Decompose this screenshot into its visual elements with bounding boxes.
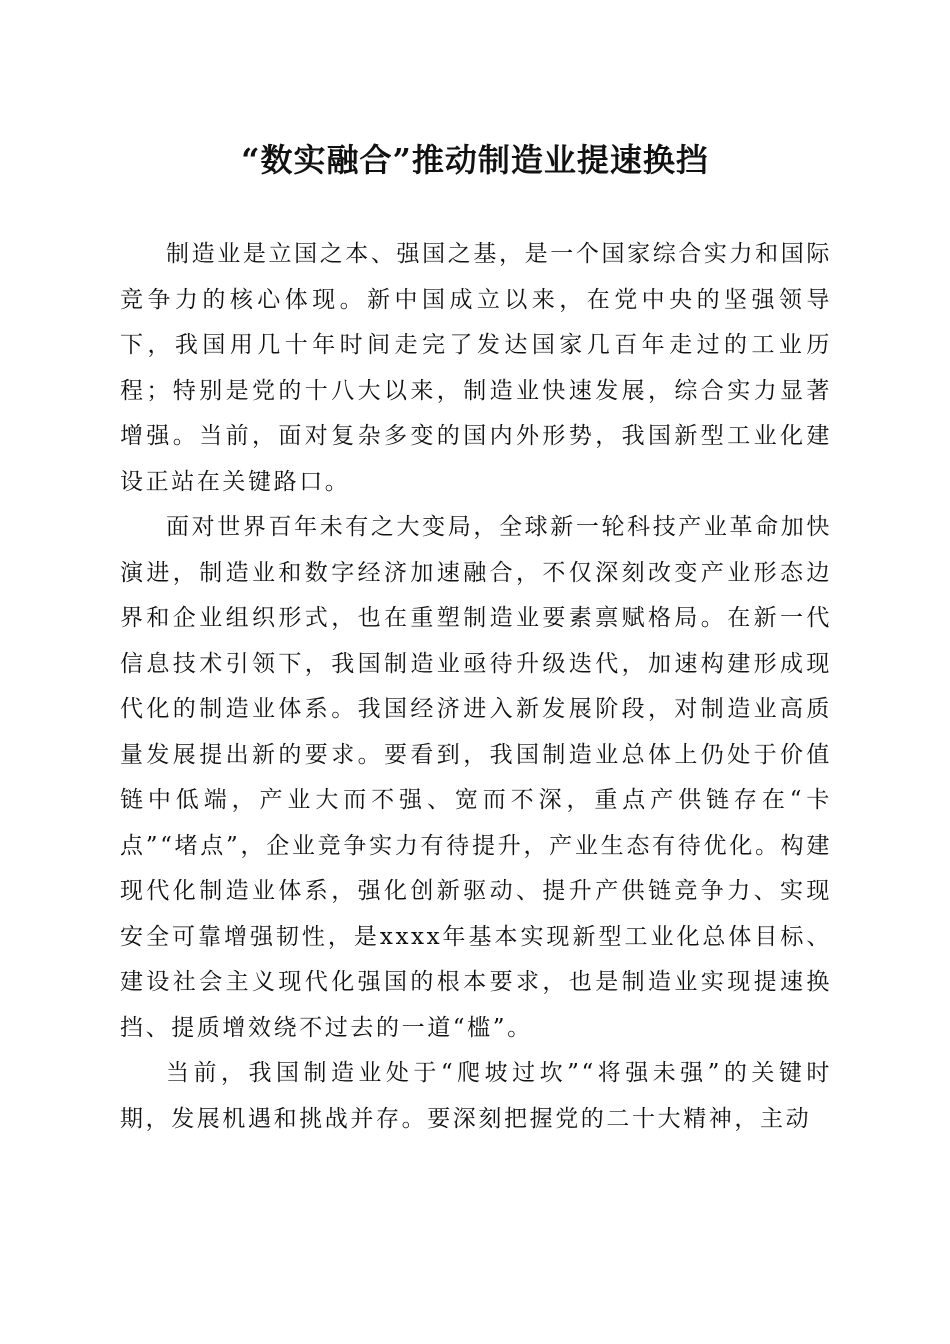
paragraph: 制造业是立国之本、强国之基，是一个国家综合实力和国际竞争力的核心体现。新中国成立以来，在党中央的坚强领导下，我国用几十年时间走完了发达国家几百年走过的工业历程；特别是党的十八大以来，制造业快速发展，综合实力显著增强。当前，面对复杂多变的国内外形势，我国新型工业化建设正站在关键路口。 xyxy=(120,241,832,495)
document-title: “数实融合”推动制造业提速换挡 xyxy=(241,141,709,179)
document-body xyxy=(120,232,832,1142)
paragraph: 面对世界百年未有之大变局，全球新一轮科技产业革命加快演进，制造业和数字经济加速融合，不仅深刻改变产业形态边界和企业组织形式，也在重塑制造业要素禀赋格局。在新一代信息技术引领下，我国制造业亟待升级迭代，加速构建形成现代化的制造业体系。我国经济进入新发展阶段，对制造业高质量发展提出新的要求。要看到，我国制造业总体上仍处于价值链中低端，产业大而不强、宽而不深，重点产供链存在“卡点”“堵点”，企业竞争实力有待提升，产业生态有待优化。构建现代化制造业体系，强化创新驱动、提升产供链竞争力、实现安全可靠增强韧性，是xxxx年基本实现新型工业化总体目标、建设社会主义现代化强国的根本要求，也是制造业实现提速换挡、提质增效绕不过去的一道“槛”。 xyxy=(120,514,832,1041)
paragraph: 当前，我国制造业处于“爬坡过坎”“将强未强”的关键时期，发展机遇和挑战并存。要深刻把握党的二十大精神，主动 xyxy=(120,1060,832,1132)
